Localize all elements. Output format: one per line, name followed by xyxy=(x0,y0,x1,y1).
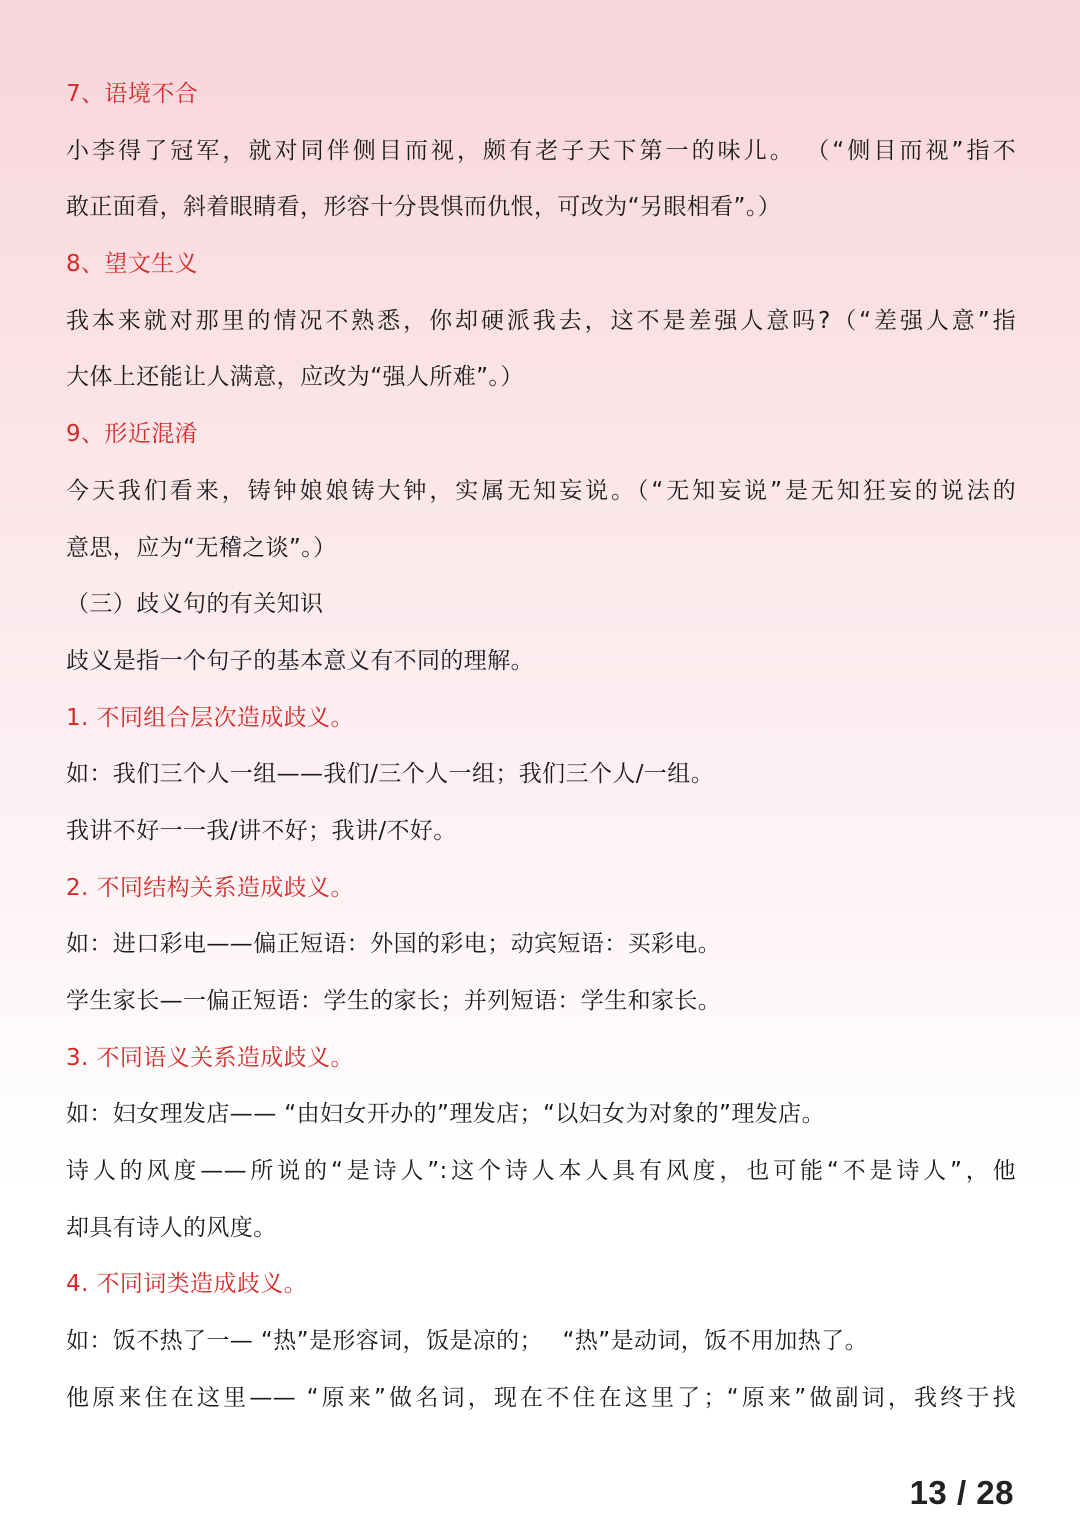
text-line: 我讲不好一一我/讲不好；我讲/不好。 xyxy=(66,817,457,844)
text-line: 如：进口彩电——偏正短语：外国的彩电；动宾短语：买彩电。 xyxy=(66,931,722,958)
section-heading: 3. 不同语义关系造成歧义。 xyxy=(66,1044,354,1071)
section-heading: 8、望文生义 xyxy=(66,251,199,278)
page-number: 13 / 28 xyxy=(909,1474,1014,1511)
text-line: 今天我们看来，铸钟娘娘铸大钟，实属无知妄说。（“无知妄说”是无知狂妄的说法的 xyxy=(66,477,1016,504)
text-line: 我本来就对那里的情况不熟悉，你却硬派我去，这不是差强人意吗?（“差强人意”指 xyxy=(66,307,1016,334)
section-heading: 1. 不同组合层次造成歧义。 xyxy=(66,704,354,731)
text-line: 如：妇女理发店—— “由妇女开办的”理发店；“以妇女为对象的”理发店。 xyxy=(66,1101,825,1128)
section-heading: 2. 不同结构关系造成歧义。 xyxy=(66,874,354,901)
document-body xyxy=(66,66,1016,1427)
text-line: 如：我们三个人一组——我们/三个人一组；我们三个人/一组。 xyxy=(66,761,715,788)
text-line: 小李得了冠军，就对同伴侧目而视，颇有老子天下第一的味儿。 （“侧目而视”指不 xyxy=(66,137,1016,164)
text-line: 却具有诗人的风度。 xyxy=(66,1214,277,1241)
text-line: 他原来住在这里—— “原来”做名词，现在不住在这里了；“原来”做副词，我终于找 xyxy=(66,1384,1016,1411)
section-heading: 7、语境不合 xyxy=(66,81,199,107)
text-line: 学生家长—一偏正短语：学生的家长；并列短语：学生和家长。 xyxy=(66,988,722,1014)
section-heading: 9、形近混淆 xyxy=(66,421,199,448)
text-line: （三）歧义句的有关知识 xyxy=(66,591,324,618)
text-line: 大体上还能让人满意，应改为“强人所难”。） xyxy=(66,364,524,391)
text-line: 意思，应为“无稽之谈”。） xyxy=(66,534,337,561)
section-heading: 4. 不同词类造成歧义。 xyxy=(66,1271,308,1298)
text-line: 诗人的风度——所说的“是诗人”:这个诗人本人具有风度，也可能“不是诗人”，他 xyxy=(66,1158,1016,1185)
text-line: 歧义是指一个句子的基本意义有不同的理解。 xyxy=(66,647,534,674)
text-line: 如：饭不热了一— “热”是形容词，饭是凉的； “热”是动词，饭不用加热了。 xyxy=(66,1328,868,1355)
text-line: 敢正面看，斜着眼睛看，形容十分畏惧而仇恨，可改为“另眼相看”。） xyxy=(66,194,782,221)
